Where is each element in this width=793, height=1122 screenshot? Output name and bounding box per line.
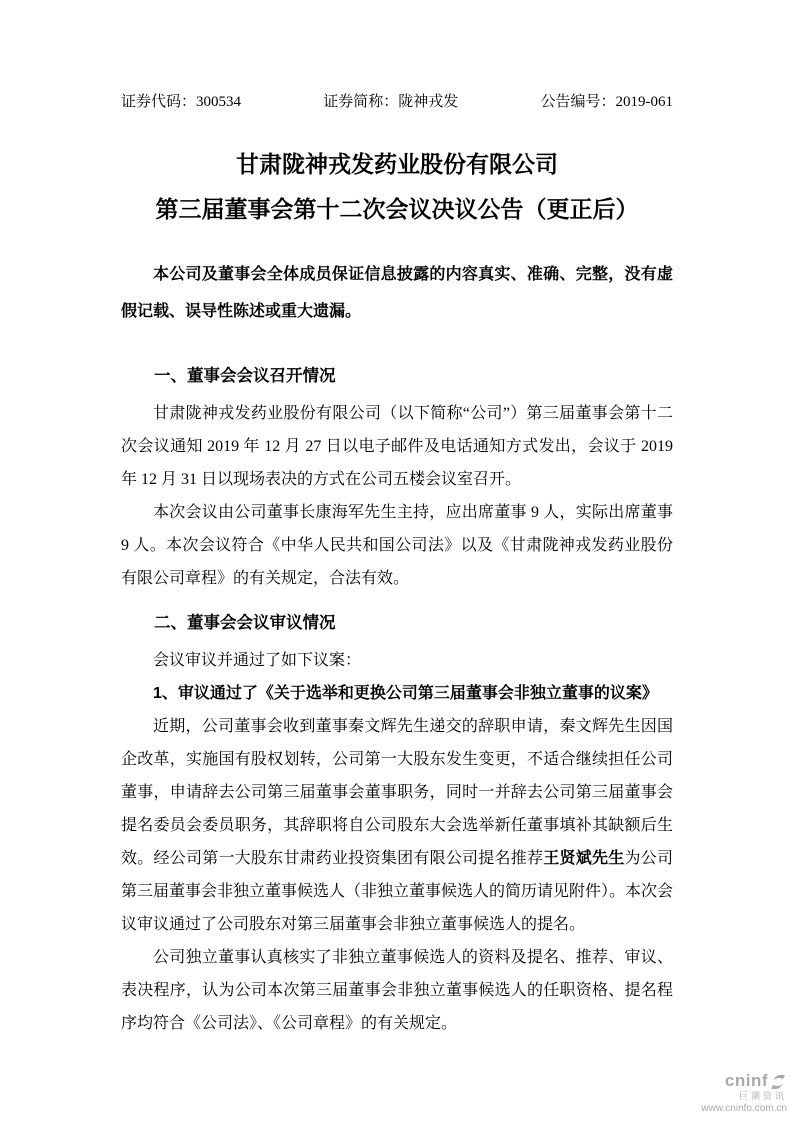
resolution-1-text-before: 近期，公司董事会收到董事秦文辉先生递交的辞职申请，秦文辉先生因国企改革，实施国有股权划转，公司第一大股东发生变更，不适合继续担任公司董事，申请辞去公司第三届董事会董事职务，同时一并辞去公司第三届董事会提名委员会委员职务，其辞职将自公司股东大会选举新任董事填补其缺额后生效。经公司第一大股东甘肃药业投资集团有限公司提名推荐	[121, 718, 673, 867]
resolution-1-text-after: 为公司第三届董事会非独立董事候选人（非独立董事候选人的简历请见附件）。本次会议审议通过了公司股东对第三届董事会非独立董事候选人的提名。	[121, 850, 674, 933]
cninfo-swirl-icon	[769, 1073, 787, 1091]
disclosure-notice: 本公司及董事会全体成员保证信息披露的内容真实、准确、完整，没有虚假记载、误导性陈述或重大遗漏。	[121, 266, 673, 320]
resolution-1-paragraph-2: 公司独立董事认真核实了非独立董事候选人的资料及提名、推荐、审议、表决程序，认为公司本次第三届董事会非独立董事候选人的任职资格、提名程序均符合《公司法》、《公司章程》的有关规定。	[121, 949, 673, 1032]
document-header	[121, 92, 673, 112]
section-2-intro: 会议审议并通过了如下议案：	[153, 652, 362, 669]
cninfo-brand-row	[701, 1072, 787, 1091]
cninfo-url: www.cninfo.com.cn	[701, 1103, 787, 1114]
section-1-heading: 一、董事会会议召开情况	[154, 367, 336, 385]
section-1-paragraph-2: 本次会议由公司董事长康海军先生主持，应出席董事 9 人，实际出席董事 9 人。本次会议符合《中华人民共和国公司法》以及《甘肃陇神戎发药业股份有限公司章程》的有关规定，合法有效。	[121, 504, 673, 587]
section-1-paragraph-1: 甘肃陇神戎发药业股份有限公司（以下简称“公司”）第三届董事会第十二次会议通知 2019 年 12 月 27 日以电子邮件及电话通知方式发出，会议于 2019 年 12 月 31 日以现场表决的方式在公司五楼会议室召开。	[121, 405, 673, 488]
candidate-name: 王贤斌先生	[543, 850, 625, 867]
resolution-1-heading: 1、审议通过了《关于选举和更换公司第三届董事会非独立董事的议案》	[153, 685, 658, 702]
resolution-1-paragraph-1	[121, 710, 673, 941]
document-title-line2: 第三届董事会第十二次会议决议公告（更正后）	[155, 197, 639, 222]
stock-name-label: 证券简称：陇神戎发	[323, 94, 459, 110]
stock-code-label: 证券代码：300534	[121, 94, 242, 110]
document-title	[121, 142, 673, 232]
cninfo-watermark	[701, 1072, 787, 1114]
announcement-number-label: 公告编号：2019-061	[540, 94, 673, 110]
cninfo-chinese-name: 巨潮资讯	[738, 1091, 787, 1102]
document-title-line1: 甘肃陇神戎发药业股份有限公司	[236, 152, 558, 177]
cninfo-brand-text: cninf	[724, 1071, 768, 1091]
section-2-heading: 二、董事会会议审议情况	[154, 614, 336, 632]
